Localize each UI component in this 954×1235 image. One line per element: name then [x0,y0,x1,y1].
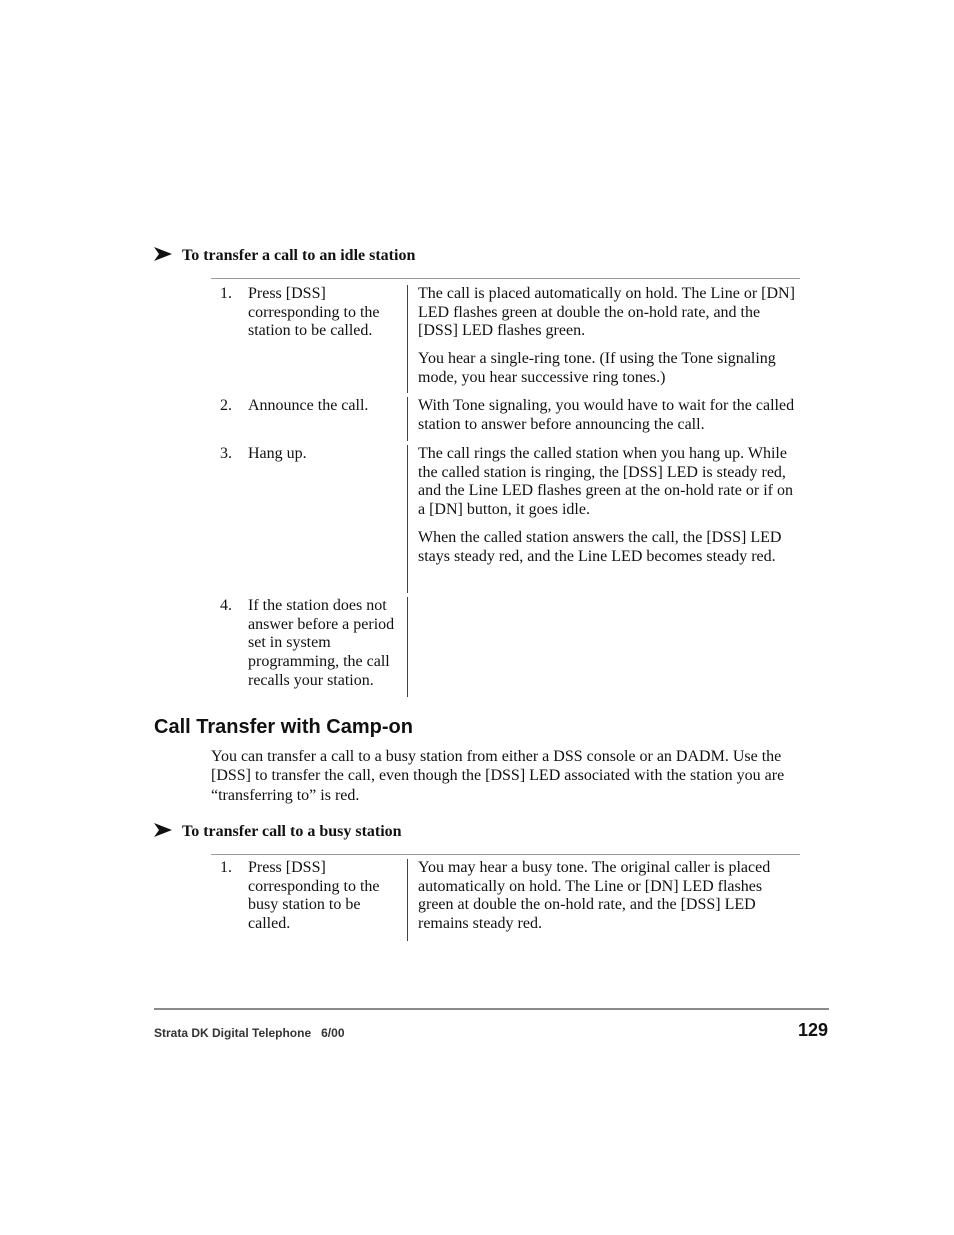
procedure-heading-busy [154,823,402,841]
result-paragraph: The call is placed automatically on hold. The Line or [DN] LED flashes green at double the on-hold rate, and the [DSS] LED flashes green. [418,285,795,340]
step-number: 2. [220,397,232,414]
arrow-bullet-icon [154,823,182,841]
result-paragraph: You hear a single-ring tone. (If using the Tone signaling mode, you hear successive ring tones.) [418,350,776,386]
section-paragraph: You can transfer a call to a busy station from either a DSS console or an DADM. Use the [DSS] to transfer the call, even though the [DSS] LED associated with the station you are “transferring to” is red. [211,748,785,804]
step-number: 3. [220,445,232,462]
procedure-heading-text: To transfer a call to an idle station [182,247,416,264]
result-paragraph: When the called station answers the call, the [DSS] LED stays steady red, and the Line LED becomes steady red. [418,528,782,565]
table-row [211,855,800,941]
result-paragraph: With Tone signaling, you would have to wait for the called station to answer before announcing the call. [418,397,795,433]
step-number: 4. [220,597,232,614]
step-result [408,597,800,697]
footer-divider [154,1008,829,1010]
step-number: 1. [220,285,232,302]
result-paragraph: The call rings the called station when you hang up. While the called station is ringing, the [DSS] LED is steady red, and the Line LED flashes green at the on-hold rate or if on a [DN] button, it goes idle. [418,445,793,519]
procedure-heading-text: To transfer call to a busy station [182,823,402,840]
step-action: If the station does not answer before a period set in system programming, the call recalls your station. [248,597,395,689]
step-result [408,859,800,941]
result-paragraph: You may hear a busy tone. The original caller is placed automatically on hold. The Line or [DN] LED flashes green at double the on-hold rate, and the [DSS] LED remains steady red. [418,859,771,933]
table-row [211,441,800,593]
step-result [408,397,800,441]
arrow-bullet-icon [154,247,182,265]
table-row [211,593,800,697]
step-action: Announce the call. [248,397,369,414]
step-result [408,445,800,593]
procedure-heading-idle [154,247,415,265]
page-number: 129 [797,1020,828,1040]
step-action: Press [DSS] corresponding to the station to be called. [248,285,380,340]
steps-table-idle [211,278,800,697]
step-action: Press [DSS] corresponding to the busy station to be called. [248,859,380,933]
section-title: Call Transfer with Camp-on [154,716,413,738]
footer-title: Strata DK Digital Telephone 6/00 [154,1026,345,1040]
table-row [211,279,800,393]
step-number: 1. [220,859,232,876]
step-result [408,285,800,393]
steps-table-busy [211,854,800,941]
step-action: Hang up. [248,445,307,462]
table-row [211,393,800,441]
